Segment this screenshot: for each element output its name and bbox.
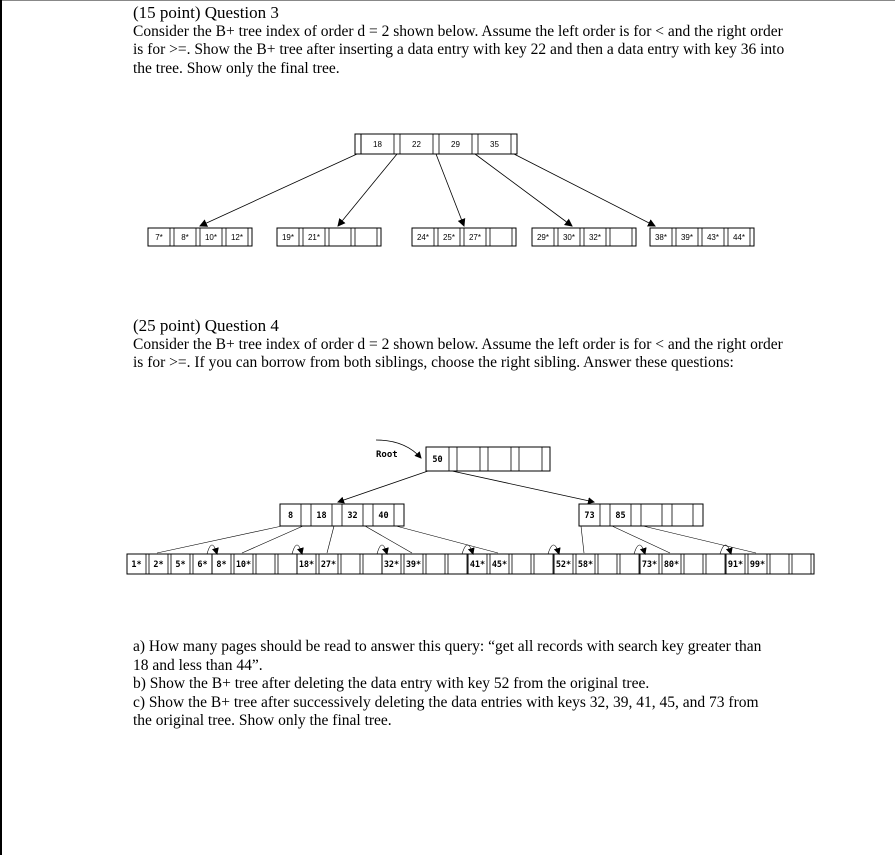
tree1-child-pointer — [514, 154, 655, 226]
node-key: 27* — [468, 233, 482, 242]
question-4-title: (25 point) Question 4 — [133, 316, 279, 335]
node-key: 73 — [584, 511, 595, 521]
root-label: Root — [376, 450, 398, 460]
node-key: 32* — [383, 560, 400, 570]
node-key: 12* — [230, 233, 244, 242]
tree1-child-pointer — [436, 154, 464, 226]
node-key: 35 — [490, 140, 499, 149]
question-4c: c) Show the B+ tree after successively deleting the data entries with keys 32, 39, 41, 45, and 73 from the original tree. Show only the final tree. — [133, 693, 759, 729]
node-key: 52* — [555, 560, 572, 570]
node-key: 21* — [307, 233, 321, 242]
tree2-leaf-pointer — [365, 526, 412, 553]
question-4b: b) Show the B+ tree after deleting the data entry with key 52 from the original tree. — [133, 675, 650, 692]
sibling-link — [462, 545, 473, 554]
node-key: 25* — [442, 233, 456, 242]
question-4a: a) How many pages should be read to answer this query: “get all records with search key greater than 18 and less than 44”. — [133, 638, 762, 674]
page-top-border — [0, 0, 895, 1]
sibling-link — [377, 545, 387, 554]
node-key: 6* — [197, 560, 208, 570]
tree1-leaf-5 — [650, 228, 754, 246]
node-key: 27* — [320, 560, 337, 570]
node-key: 44* — [732, 233, 746, 242]
question-3-body: Consider the B+ tree index of order d = 2 shown below. Assume the left order is for < and the right order is for >=. Show the B+ tree after inserting a data entry with key 22 and then a data entry with key 36 into the tree. Show only the final tree. — [133, 22, 785, 77]
tree2-leaf-pointer — [581, 526, 584, 553]
tree2-leaf-2 — [212, 554, 300, 574]
question-4 — [133, 317, 793, 373]
sibling-link — [207, 545, 217, 554]
node-key: 10* — [235, 560, 252, 570]
node-key: 85 — [615, 511, 626, 521]
node-key: 50 — [432, 455, 443, 465]
sibling-link — [634, 545, 645, 554]
tree1-leaf-4 — [532, 228, 636, 246]
tree1-leaf-3 — [412, 228, 516, 246]
node-key: 41* — [469, 560, 486, 570]
node-key: 10* — [204, 233, 218, 242]
tree1-child-pointer — [475, 154, 572, 226]
node-key: 99* — [749, 560, 766, 570]
node-key: 80* — [663, 560, 680, 570]
tree2-leaf-level — [127, 554, 814, 574]
tree2-index-right — [579, 504, 703, 526]
tree1-leaf-1 — [148, 228, 252, 246]
tree1-root-node — [355, 134, 517, 154]
question-4-body: Consider the B+ tree index of order d = 2 shown below. Assume the left order is for < and the right order is for >=. If you can borrow from both siblings, choose the right sibling. Answer these questions: — [133, 335, 783, 371]
tree2-leaf-7 — [640, 554, 728, 574]
node-key: 58* — [577, 560, 594, 570]
bplus-tree-question-4 — [0, 430, 895, 590]
tree2-root-keys — [426, 447, 550, 471]
node-key: 40 — [378, 511, 389, 521]
node-key: 8* — [181, 233, 189, 242]
sibling-link — [548, 545, 559, 554]
bplus-tree-question-3 — [0, 125, 895, 255]
node-key: 22 — [412, 140, 421, 149]
tree2-index-left — [280, 504, 404, 526]
node-key: 2* — [153, 560, 164, 570]
node-key: 8 — [287, 511, 294, 521]
node-key: 18* — [298, 560, 315, 570]
node-key: 24* — [416, 233, 430, 242]
tree2-sibling-links — [207, 545, 731, 554]
tree2-leaf-5 — [468, 554, 556, 574]
tree2-child-pointer — [338, 471, 428, 502]
node-key: 73* — [641, 560, 658, 570]
sibling-link — [292, 545, 302, 554]
node-key: 19* — [281, 233, 295, 242]
tree1-leaf-2 — [277, 228, 381, 246]
tree2-index-level — [280, 504, 703, 526]
node-key: 29 — [451, 140, 460, 149]
tree2-leaf-6 — [554, 554, 642, 574]
tree1-child-pointer — [338, 154, 397, 226]
node-key: 8* — [216, 560, 227, 570]
node-key: 39* — [680, 233, 694, 242]
node-key: 45* — [491, 560, 508, 570]
node-key: 39* — [405, 560, 422, 570]
node-key: 18 — [316, 511, 327, 521]
node-key: 30* — [562, 233, 576, 242]
tree2-leaf-3 — [297, 554, 385, 574]
tree2-leaf-1 — [127, 554, 215, 574]
tree2-leaf-pointer — [157, 526, 282, 553]
tree1-pointers — [200, 154, 655, 226]
tree1-leaf-level — [148, 228, 754, 246]
node-key: 1* — [131, 560, 142, 570]
tree2-leaf-4 — [382, 554, 470, 574]
tree2-leaf-pointer — [327, 526, 334, 553]
node-key: 38* — [654, 233, 668, 242]
node-key: 5* — [175, 560, 186, 570]
node-key: 91* — [727, 560, 744, 570]
question-3-title: (15 point) Question 3 — [133, 3, 279, 22]
tree2-leaf-pointer — [396, 526, 498, 553]
node-key: 32 — [347, 511, 358, 521]
tree2-child-pointer — [452, 471, 594, 502]
question-3 — [133, 4, 793, 78]
node-key: 7* — [155, 233, 163, 242]
tree2-leaf-pointer — [612, 526, 670, 553]
tree2-root-node — [426, 447, 550, 471]
node-key: 43* — [706, 233, 720, 242]
sub-questions — [133, 638, 773, 731]
tree1-root-keys — [361, 134, 517, 154]
tree2-leaf-pointer — [643, 526, 756, 553]
tree2-leaf-8 — [726, 554, 814, 574]
tree1-child-pointer — [200, 154, 357, 226]
node-key: 32* — [588, 233, 602, 242]
node-key: 29* — [536, 233, 550, 242]
node-key: 18 — [373, 140, 382, 149]
root-lead-pointer — [355, 134, 361, 154]
